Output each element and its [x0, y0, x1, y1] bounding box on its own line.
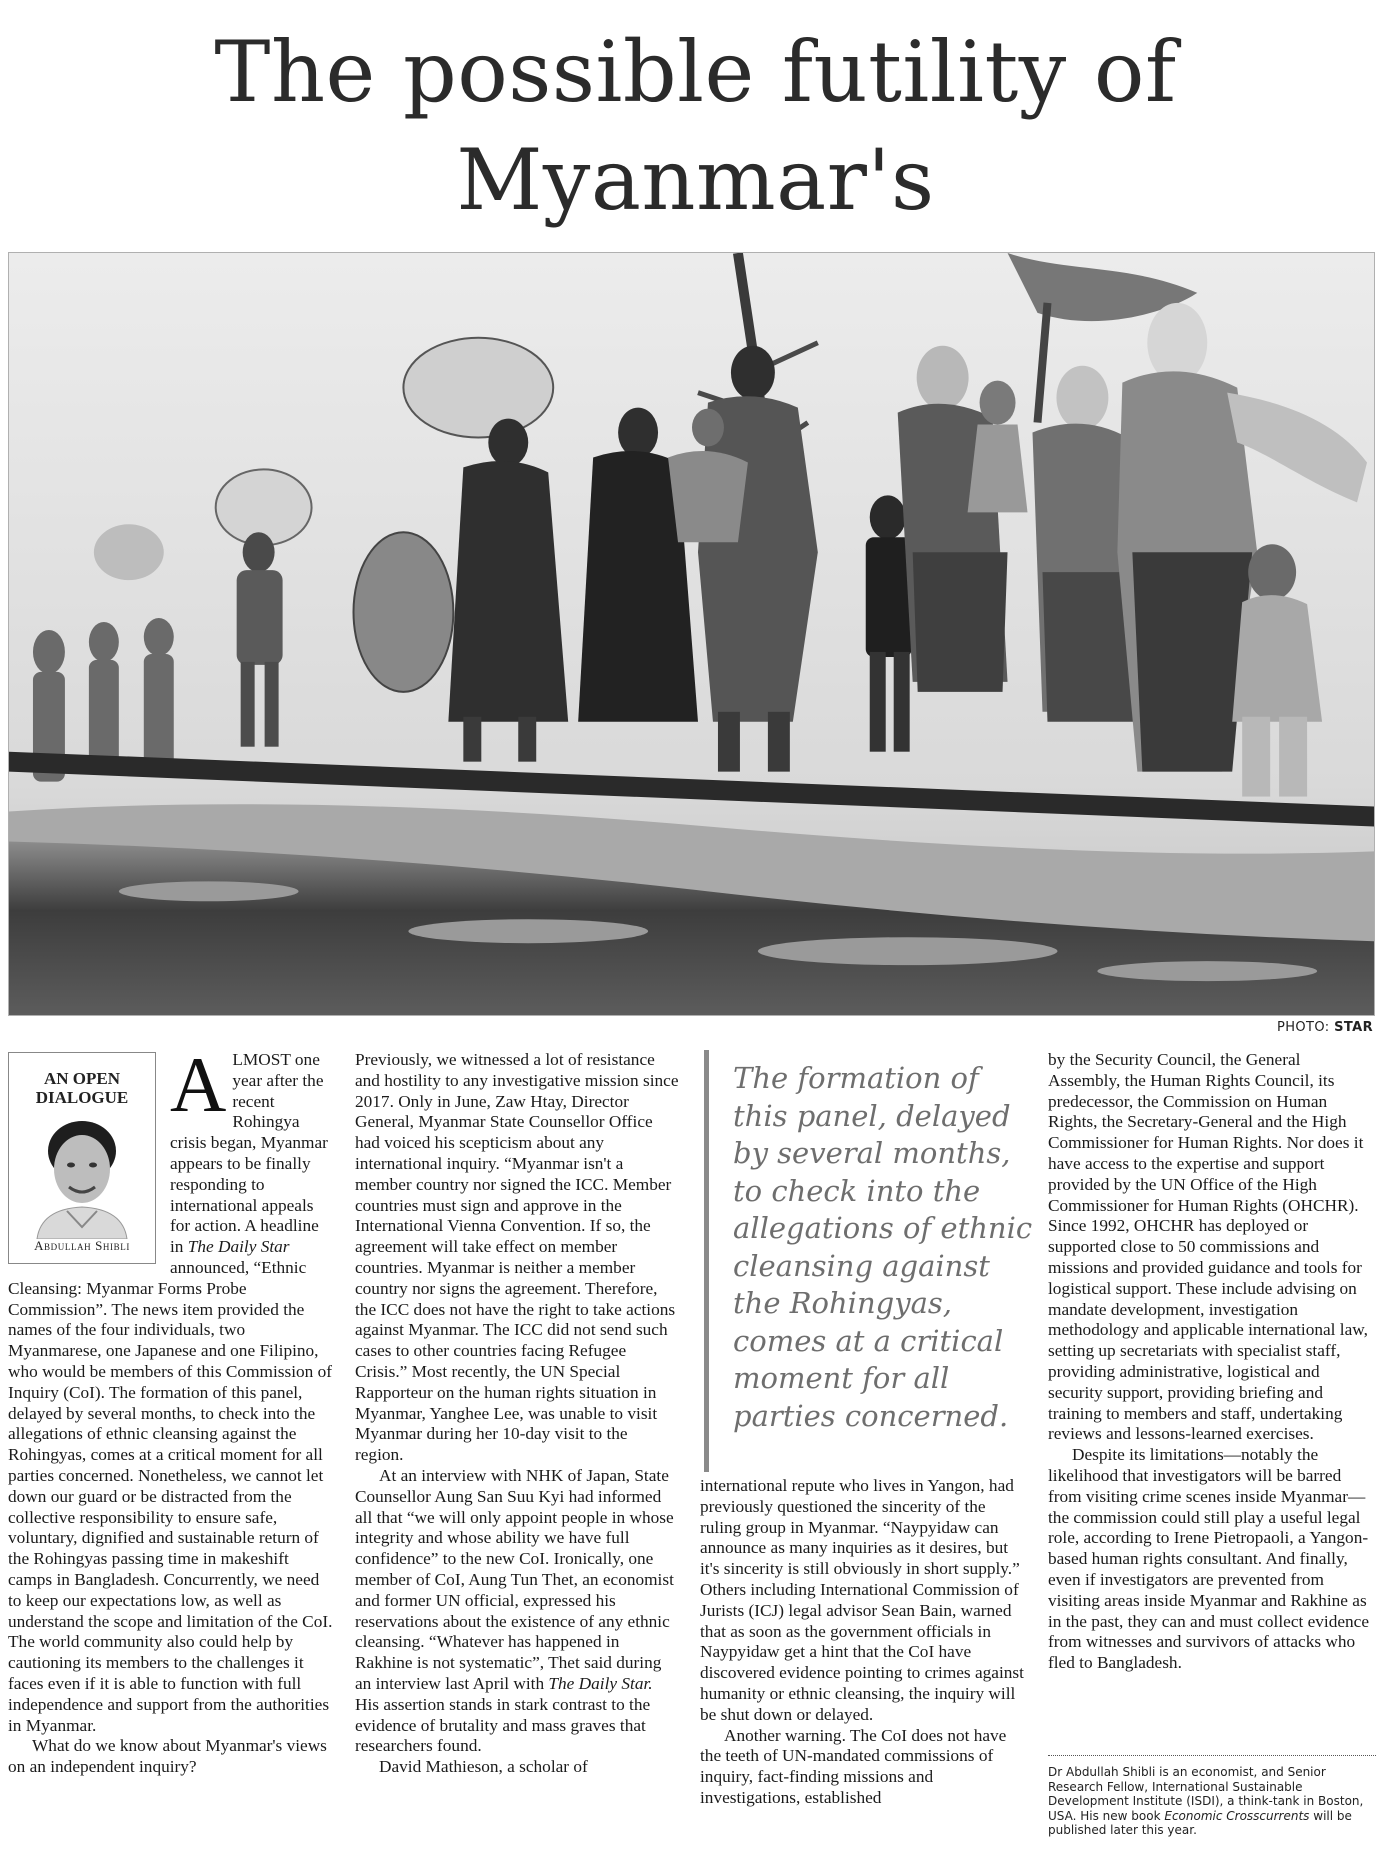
paragraph-question: What do we know about Myanmar's views on an independent inquiry?	[8, 1736, 327, 1777]
paragraph-despite-limitations: Despite its limitations—notably the likelihood that investigators will be barred from visiting crime scenes inside Myanmar—the commission could still play a useful legal role, according to Irene Pietropaoli, a Yangon-based human rights consultant. And finally, even if investigators are prevented from visiting areas inside Myanmar and Rakhine as in the past, they can and must collect evidence from witnesses and survivors of attacks who fled to Bangladesh.	[1048, 1445, 1370, 1673]
article-column-4	[1048, 1050, 1376, 1674]
author-bio: Dr Abdullah Shibli is an economist, and Senior Research Fellow, International Sustainable Development Institute (ISDI), a think-tank in Boston, USA. His new book Economic Crosscurrents will be published later this year.	[1048, 1765, 1364, 1837]
book-title: Economic Crosscurrents	[1164, 1808, 1310, 1823]
article-column-2	[355, 1050, 680, 1778]
paragraph-nhk-interview: At an interview with NHK of Japan, State Counsellor Aung San Suu Kyi had informed all that “we will only appoint people in whose integrity and whose ability we have full confidence” to the new CoI. Ironically, one member of CoI, Aung Tun Thet, an economist and former UN official, expressed his reservations about the existence of any ethnic cleansing. “Whatever has happened in Rakhine is not systematic”, Thet said during an interview last April with The Daily Star. His assertion stands in stark contrast to the evidence of brutality and mass graves that researchers found.	[355, 1465, 674, 1756]
headline-line-1: The possible futility of Myanmar's	[214, 23, 1177, 229]
column-title	[9, 1069, 155, 1107]
article-column-1	[8, 1041, 334, 1778]
pull-quote: The formation of this panel, delayed by several months, to check into the allegations of ethnic cleansing against the Rohingyas, comes at a critical moment for all parties concerned.	[704, 1050, 1034, 1472]
photo-credit	[1277, 1020, 1373, 1035]
author-box	[8, 1052, 156, 1264]
drop-cap: A	[170, 1041, 227, 1128]
column-title-line-1: AN OPEN	[43, 1069, 121, 1088]
paragraph-another-warning: Another warning. The CoI does not have the teeth of UN-mandated commissions of inquiry, fact-finding missions and investigations, established	[700, 1725, 1007, 1807]
paragraph-security-council: by the Security Council, the General Assembly, the Human Rights Council, its predecessor, the Commission on Human Rights, the Secretary-General and the High Commissioner for Human Rights. Nor does it have access to the expertise and support provided by the UN Office of the High Commissioner for Human Rights (OHCHR). Since 1992, OHCHR has deployed or supported close to 50 commissions and missions and provided guidance and tools for logistical support. These include advising on mandate development, investigation methodology and applicable international law, setting up secretariats with specialist staff, providing administrative, logistical and security support, providing briefing and training to members and staff, undertaking reviews and lessons-learned exercises.	[1048, 1050, 1368, 1444]
photo-credit-label: PHOTO:	[1276, 1020, 1330, 1035]
photo-credit-source: STAR	[1334, 1020, 1373, 1035]
paragraph-mathieson-cont: international repute who lives in Yangon, had previously questioned the sincerity of the ruling group in Myanmar. “Naypyidaw can announce as many inquiries as it desires, but it's sincerity is still obviously in short supply.” Others including International Commission of Jurists (ICJ) legal advisor Sean Bain, warned that as soon as the government officials in Naypyidaw get a hint that the CoI have discovered evidence pointing to crimes against humanity or ethnic cleansing, the inquiry will be shut down or delayed.	[700, 1476, 1024, 1724]
author-name: Abdullah Shibli	[34, 1238, 130, 1254]
refugees-walking-photo	[9, 253, 1374, 1015]
lead-photo	[8, 252, 1375, 1016]
author-portrait	[27, 1111, 137, 1239]
paragraph-mathieson-start: David Mathieson, a scholar of	[379, 1757, 588, 1777]
article-column-3	[700, 1476, 1028, 1809]
column-title-line-2: DIALOGUE	[35, 1088, 129, 1107]
bio-divider	[1048, 1755, 1376, 1756]
paragraph-lead: LMOST one year after the recent Rohingya crisis began, Myanmar appears to be finally responding to international appeals for action. A headline in The Daily Star announced, “Ethnic Cleansing: Myanmar Forms Probe Commission”. The news item provided the names of the four individuals, two Myanmarese, one Japanese and one Filipino, who would be members of this Commission of Inquiry (CoI). The formation of this panel, delayed by several months, to check into the allegations of ethnic cleansing against the Rohingyas, comes at a critical moment for all parties concerned. Nonetheless, we cannot let down our guard or be distracted from the collective responsibility to ensure safe, voluntary, dignified and sustainable return of the Rohingyas passing time in makeshift camps in Bangladesh. Concurrently, we need to keep our expectations low, as well as understand the scope and limitation of the CoI. The world community also could help by cautioning its members to the challenges it faces even if it is able to function with full independence and support from the authorities in Myanmar.	[8, 1050, 333, 1735]
publication-name-2: The Daily Star.	[548, 1673, 653, 1693]
paragraph-previously: Previously, we witnessed a lot of resistance and hostility to any investigative mission since 2017. Only in June, Zaw Htay, Director General, Myanmar State Counsellor Office had voiced his scepticism about any international inquiry. “Myanmar isn't a member country nor signed the ICC. Member countries must sign and approve in the International Vienna Convention. If so, the agreement will take effect on member countries. Myanmar is neither a member country nor signs the agreement. Therefore, the ICC does not have the right to take actions against Myanmar. The ICC did not send such cases to other countries facing Refugee Crisis.” Most recently, the UN Special Rapporteur on the human rights situation in Myanmar, Yanghee Lee, was unable to visit Myanmar during her 10-day visit to the region.	[355, 1050, 679, 1465]
publication-name: The Daily Star	[187, 1237, 290, 1257]
